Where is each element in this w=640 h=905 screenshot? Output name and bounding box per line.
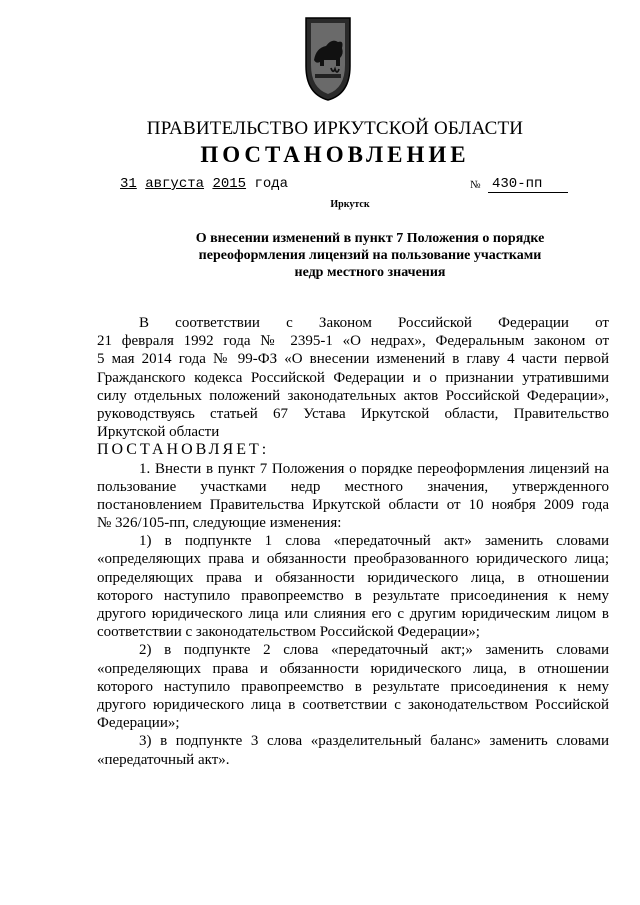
document-date — [120, 176, 288, 192]
preamble-line: руководствуясь статьей 67 Устава Иркутской области, Правительство — [97, 405, 609, 422]
city: Иркутск — [330, 199, 370, 210]
sub3-line: 3) в подпункте 3 слова «разделительный баланс» заменить словами — [139, 733, 609, 750]
sub2-line: Федерации»; — [97, 715, 180, 732]
document-type: ПОСТАНОВЛЕНИЕ — [200, 142, 470, 167]
date-year: 2015 — [212, 176, 247, 192]
document-number: 430-пп — [488, 176, 568, 193]
date-day: 31 — [120, 176, 137, 192]
sub1-line: определяющих права и обязанности юридического лица, в отношении — [97, 569, 609, 586]
decree-word: ПОСТАНОВЛЯЕТ: — [97, 441, 270, 459]
sub1-line: соответствии с законодательством Российской Федерации»; — [97, 624, 480, 641]
preamble-line: силу отдельных положений законодательных актов Российской Федерации», — [97, 387, 609, 404]
sub1-line: другого юридического лица или слияния его с другим юридическим лицом в — [97, 606, 609, 622]
sub2-line: которого наступило правопреемство в результате присоединения к нему — [97, 678, 609, 695]
government-name: ПРАВИТЕЛЬСТВО ИРКУТСКОЙ ОБЛАСТИ — [146, 118, 524, 139]
document-body — [97, 314, 609, 769]
item1-line: 1. Внести в пункт 7 Положения о порядке переоформления лицензий на — [139, 460, 609, 477]
sub2-line: другого юридического лица в соответствии с законодательством Российской — [97, 696, 609, 713]
item1-line: пользование участками недр местного значения, утвержденного — [97, 478, 609, 495]
sub1-line: которого наступило правопреемство в результате присоединения к нему — [97, 587, 609, 604]
coat-of-arms-icon — [302, 16, 354, 102]
document-title — [150, 230, 590, 281]
preamble-line: Гражданского кодекса Российской Федерации и о признании утратившими — [97, 369, 609, 386]
sub3-line: «передаточный акт». — [97, 751, 230, 768]
title-line: О внесении изменений в пункт 7 Положения о порядке — [195, 231, 545, 246]
item1-line: постановлением Правительства Иркутской области от 10 ноября 2009 года — [97, 496, 609, 513]
preamble-line: 21 февраля 1992 года № 2395-1 «О недрах», Федеральным законом от — [97, 333, 609, 350]
title-line: переоформления лицензий на пользование участками — [198, 248, 542, 263]
preamble-line: 5 мая 2014 года № 99-ФЗ «О внесении изменений в главу 4 части первой — [97, 351, 609, 368]
sub2-line: «определяющих права и обязанности юридического лица, в отношении — [97, 660, 609, 677]
sub1-line: 1) в подпункте 1 слова «передаточный акт» заменить словами — [139, 533, 609, 550]
sub2-line: 2) в подпункте 2 слова «передаточный акт;» заменить словами — [139, 642, 609, 659]
item1-line: № 326/105-пп, следующие изменения: — [97, 515, 342, 532]
preamble-line: В соответствии с Законом Российской Федерации от — [139, 315, 609, 331]
date-month: августа — [145, 176, 205, 192]
title-line: недр местного значения — [294, 265, 446, 280]
date-suffix: года — [254, 176, 289, 192]
number-label: № — [470, 179, 481, 191]
preamble-line: Иркутской области — [97, 424, 220, 441]
sub1-line: «определяющих права и обязанности преобразованного юридического лица; — [97, 551, 609, 568]
